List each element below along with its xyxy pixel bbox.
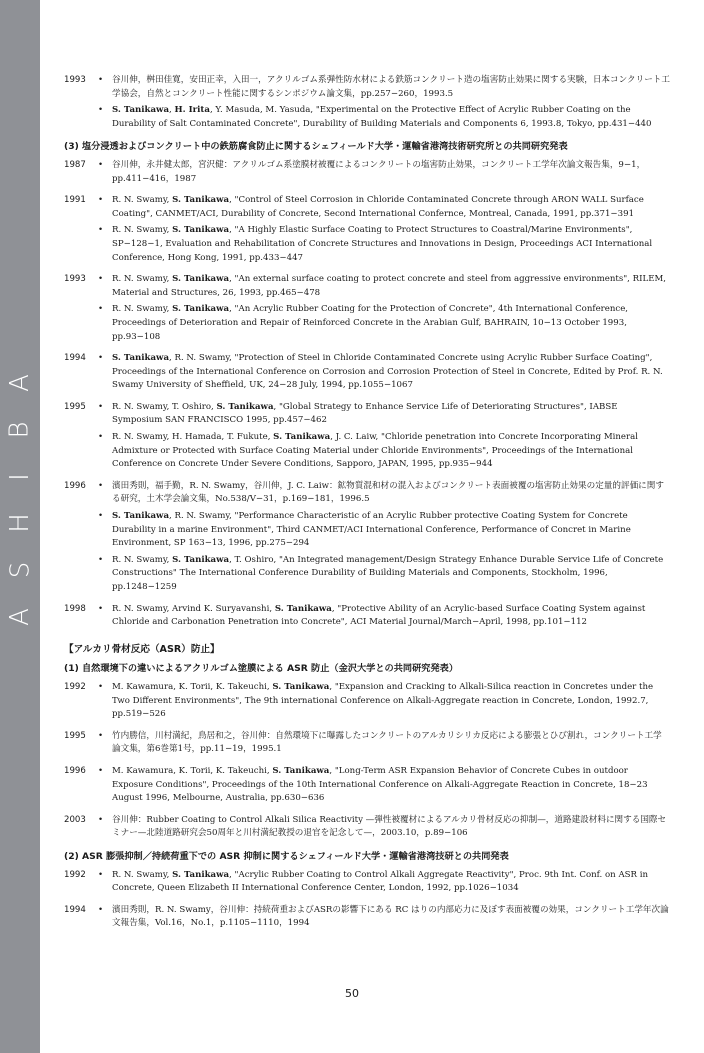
year-label: 1995 <box>64 730 86 741</box>
citation-item <box>98 273 670 300</box>
page-number: 50 <box>345 987 359 1000</box>
year-label: 1994 <box>64 353 86 364</box>
citation-item <box>98 765 670 806</box>
citation-text: M. Kawamura, K. Torii, K. Takeuchi, S. Tanikawa, "Long-Term ASR Expansion Behavior of Concrete Cubes in outdoor Exposure Conditions", Proceedings of the 10th International Conference on Alkali-Aggregate Reaction in Concrete, 18−23 August 1996, Melbourne, Australia, pp.630−636 <box>112 765 648 804</box>
citation-item <box>98 401 670 428</box>
year-label: 1993 <box>64 274 86 285</box>
bullet-icon: • <box>98 401 104 412</box>
subsection-heading: (1) 自然環境下の違いによるアクリルゴム塗膜による ASR 防止（金沢大学との共同研究発表） <box>64 663 459 675</box>
citation-item <box>98 510 670 551</box>
citation-text: R. N. Swamy, S. Tanikawa, "Control of Steel Corrosion in Chloride Contaminated Concrete through ARON WALL Surface Coating", CANMET/ACI, Durability of Concrete, Second International Confernce, Montreal, Canada, 1991, pp.371−391 <box>112 195 644 219</box>
citation-item <box>98 352 670 393</box>
citation-text: 谷川伸，桝田佳寛，安田正幸，入田一，アクリルゴム系弾性防水材による鉄筋コンクリート造の塩害防止効果に関する実験，日本コンクリート工学協会，自然とコンクリート性能に関するシンポジウム論文集，pp.257−260，1993.5 <box>112 75 670 99</box>
citation-text: R. N. Swamy, S. Tanikawa, T. Oshiro, "An Integrated management/Design Strategy Enhance Durable Service Life of Concrete Constructions" The International Conference Durability of Building Materials and Components, Stockholm, 1996, pp.1248−1259 <box>112 554 664 592</box>
citation-text: R. N. Swamy, S. Tanikawa, "An external surface coating to protect concrete and steel from aggressive environments", RILEM, Material and Structures, 26, 1993, pp.465−478 <box>112 274 667 298</box>
year-label: 1992 <box>64 869 86 880</box>
bullet-icon: • <box>98 511 104 522</box>
year-entry <box>64 159 670 189</box>
citation-item <box>98 480 670 507</box>
year-label: 1994 <box>64 904 86 915</box>
bullet-icon: • <box>98 159 104 170</box>
side-letter: H <box>5 513 35 534</box>
bullet-icon: • <box>98 730 104 741</box>
year-label: 1993 <box>64 75 86 85</box>
citation-text: R. N. Swamy, Arvind K. Suryavanshi, S. Tanikawa, "Protective Ability of an Acrylic-based Surface Coating System against Chloride and Carbonation Penetration into Concrete", ACI Material Journal/March−April, 1998, pp.101−112 <box>112 603 646 628</box>
year-entry <box>64 869 670 899</box>
side-letter: B <box>5 421 35 439</box>
bullet-icon: • <box>98 274 104 285</box>
bullet-icon: • <box>98 814 104 825</box>
bullet-icon: • <box>98 869 104 880</box>
year-label: 1995 <box>64 401 86 412</box>
citation-item <box>98 104 670 131</box>
subsection-heading: (2) ASR 膨張抑制／持続荷重下での ASR 抑制に関するシェフィールド大学・運輸省港湾技研との共同発表 <box>64 850 509 862</box>
year-label: 1992 <box>64 681 86 692</box>
bullet-icon: • <box>98 603 104 614</box>
side-band <box>0 0 40 1053</box>
citation-text: M. Kawamura, K. Torii, K. Takeuchi, S. Tanikawa, "Expansion and Cracking to Alkali-Silica reaction in Concretes under the Two Different Environments", The 9th international Conference on Alkali-Aggregate reaction in Concrete, London, 1992.7, pp.519−526 <box>112 681 654 720</box>
citation-text: S. Tanikawa, R. N. Swamy, "Performance Characteristic of an Acrylic Rubber protective Coating System for Concrete Durability in a marine Environment", Third CANMET/ACI International Conference, Performance of Concret in Marine Environment, SP 163−13, 1996, pp.275−294 <box>112 511 631 549</box>
citation-item <box>98 554 670 595</box>
year-entry <box>64 74 670 134</box>
citation-text: R. N. Swamy, H. Hamada, T. Fukute, S. Tanikawa, J. C. Laiw, "Chloride penetration into Concrete Incorporating Mineral Admixture or Protected with Surface Coating Material under Chloride Environments", Proceedings of the International Conference on Concrete Under Severe Conditions, Sapporo, JAPAN, 1995, pp.935−944 <box>112 432 638 470</box>
citation-text: R. N. Swamy, T. Oshiro, S. Tanikawa, "Global Strategy to Enhance Service Life of Deteriorating Structures", IABSE Symposium SAN FRANCISCO 1995, pp.457−462 <box>112 401 618 426</box>
year-label: 2003 <box>64 814 86 825</box>
publication-list <box>64 74 670 939</box>
citation-text: 谷川伸：Rubber Coating to Control Alkali Silica Reactivity —弾性被覆材によるアルカリ骨材反応の抑制—，道路建設材料に関する国際セミナー—北陸道路研究会50周年と川村満紀教授の退官を記念して—，2003.10，p.89−106 <box>112 814 667 839</box>
citation-text: R. N. Swamy, S. Tanikawa, "An Acrylic Rubber Coating for the Protection of Concrete", 4th International Conference, Proceedings of Deterioration and Repair of Reinforced Concrete in the Arabian Gulf, BAHRAIN, 10−13 October 1993, pp.93−108 <box>112 304 629 342</box>
citation-item <box>98 194 670 221</box>
side-letter: S <box>4 561 35 579</box>
citation-item <box>98 159 670 186</box>
citation-item <box>98 904 670 931</box>
bullet-icon: • <box>98 480 104 491</box>
bullet-icon: • <box>98 765 104 776</box>
citation-item <box>98 303 670 344</box>
year-entry <box>64 765 670 809</box>
year-entry <box>64 681 670 725</box>
citation-item <box>98 869 670 896</box>
year-label: 1996 <box>64 480 86 491</box>
bullet-icon: • <box>98 105 104 116</box>
citation-text: 竹内勝信，川村満紀，鳥居和之，谷川伸：自然環境下に曝露したコンクリートのアルカリシリカ反応による膨張とひび割れ，コンクリート工学論文集，第6巻第1号，pp.11−19，1995.1 <box>112 730 662 755</box>
year-entry <box>64 814 670 844</box>
citation-item <box>98 431 670 472</box>
bullet-icon: • <box>98 554 104 565</box>
citation-text: S. Tanikawa, R. N. Swamy, "Protection of Steel in Chloride Contaminated Concrete using Acrylic Rubber Surface Coating", Proceedings of the International Conference on Corrosion and Corrosion Protection of Steel in Concrete, Edited by Prof. R. N. Swamy University of Sheffield, UK, 24−28 July, 1994, pp.1055−1067 <box>112 353 663 391</box>
side-letter: A <box>4 608 35 626</box>
side-letter: A <box>4 374 35 392</box>
bullet-icon: • <box>98 225 104 236</box>
year-entry <box>64 401 670 475</box>
citation-item <box>98 730 670 757</box>
citation-text: 濱田秀則，R. N. Swamy，谷川伸：持続荷重およびASRの影響下にある RC はりの内部応力に及ぼす表面被覆の効果，コンクリート工学年次論文報告集，Vol.16，No.1，p.1105−1110，1994 <box>112 904 669 929</box>
bullet-icon: • <box>98 75 104 85</box>
year-entry <box>64 904 670 934</box>
year-entry <box>64 352 670 396</box>
citation-item <box>98 74 670 101</box>
citation-text: S. Tanikawa, H. Irita, Y. Masuda, M. Yasuda, "Experimental on the Protective Effect of Acrylic Rubber Coating on the Durability of Salt Contaminated Concrete", Durability of Building Materials and Components 6, 1993.8, Tokyo, pp.431−440 <box>112 105 652 129</box>
side-letter: I <box>4 472 35 481</box>
year-entry <box>64 480 670 598</box>
section-title: 【アルカリ骨材反応（ASR）防止】 <box>64 643 220 655</box>
year-entry <box>64 194 670 268</box>
citation-item <box>98 814 670 841</box>
citation-text: R. N. Swamy, S. Tanikawa, "A Highly Elastic Surface Coating to Protect Structures to Coastral/Marine Environments", SP−128−1, Evaluation and Rehabilitation of Concrete Structures and Innovations in Design, Proceedings ACI International Conference, Hong Kong, 1991, pp.433−447 <box>112 225 653 263</box>
citation-item <box>98 603 670 630</box>
bullet-icon: • <box>98 195 104 206</box>
citation-item <box>98 681 670 722</box>
year-label: 1987 <box>64 159 86 170</box>
bullet-icon: • <box>98 681 104 692</box>
bullet-icon: • <box>98 904 104 915</box>
year-entry <box>64 730 670 760</box>
year-label: 1998 <box>64 603 86 614</box>
citation-item <box>98 224 670 265</box>
citation-text: 濱田秀則，福手勤，R. N. Swamy，谷川伸，J. C. Laiw：鉱物質混和材の混入およびコンクリート表面被覆の塩害防止効果の定量的評価に関する研究，土木学会論文集，No.538/V−31，p.169−181，1996.5 <box>112 480 664 505</box>
bullet-icon: • <box>98 353 104 364</box>
bullet-icon: • <box>98 304 104 315</box>
subsection-heading: (3) 塩分浸透およびコンクリート中の鉄筋腐食防止に関するシェフィールド大学・運輸省港湾技術研究所との共同研究発表 <box>64 141 568 153</box>
citation-text: R. N. Swamy, S. Tanikawa, "Acrylic Rubber Coating to Control Alkali Aggregate Reactivity", Proc. 9th Int. Conf. on ASR in Concrete, Queen Elizabeth II International Conference Center, London, 1992, pp.1026−1034 <box>112 869 649 894</box>
year-entry <box>64 603 670 633</box>
bullet-icon: • <box>98 432 104 443</box>
year-label: 1991 <box>64 195 86 206</box>
citation-text: 谷川伸，永井健太郎，宮沢健：アクリルゴム系塗膜材被覆によるコンクリートの塩害防止効果，コンクリート工学年次論文報告集，9−1，pp.411−416，1987 <box>112 159 646 184</box>
year-label: 1996 <box>64 765 86 776</box>
side-title-vertical <box>0 370 40 630</box>
year-entry <box>64 273 670 347</box>
